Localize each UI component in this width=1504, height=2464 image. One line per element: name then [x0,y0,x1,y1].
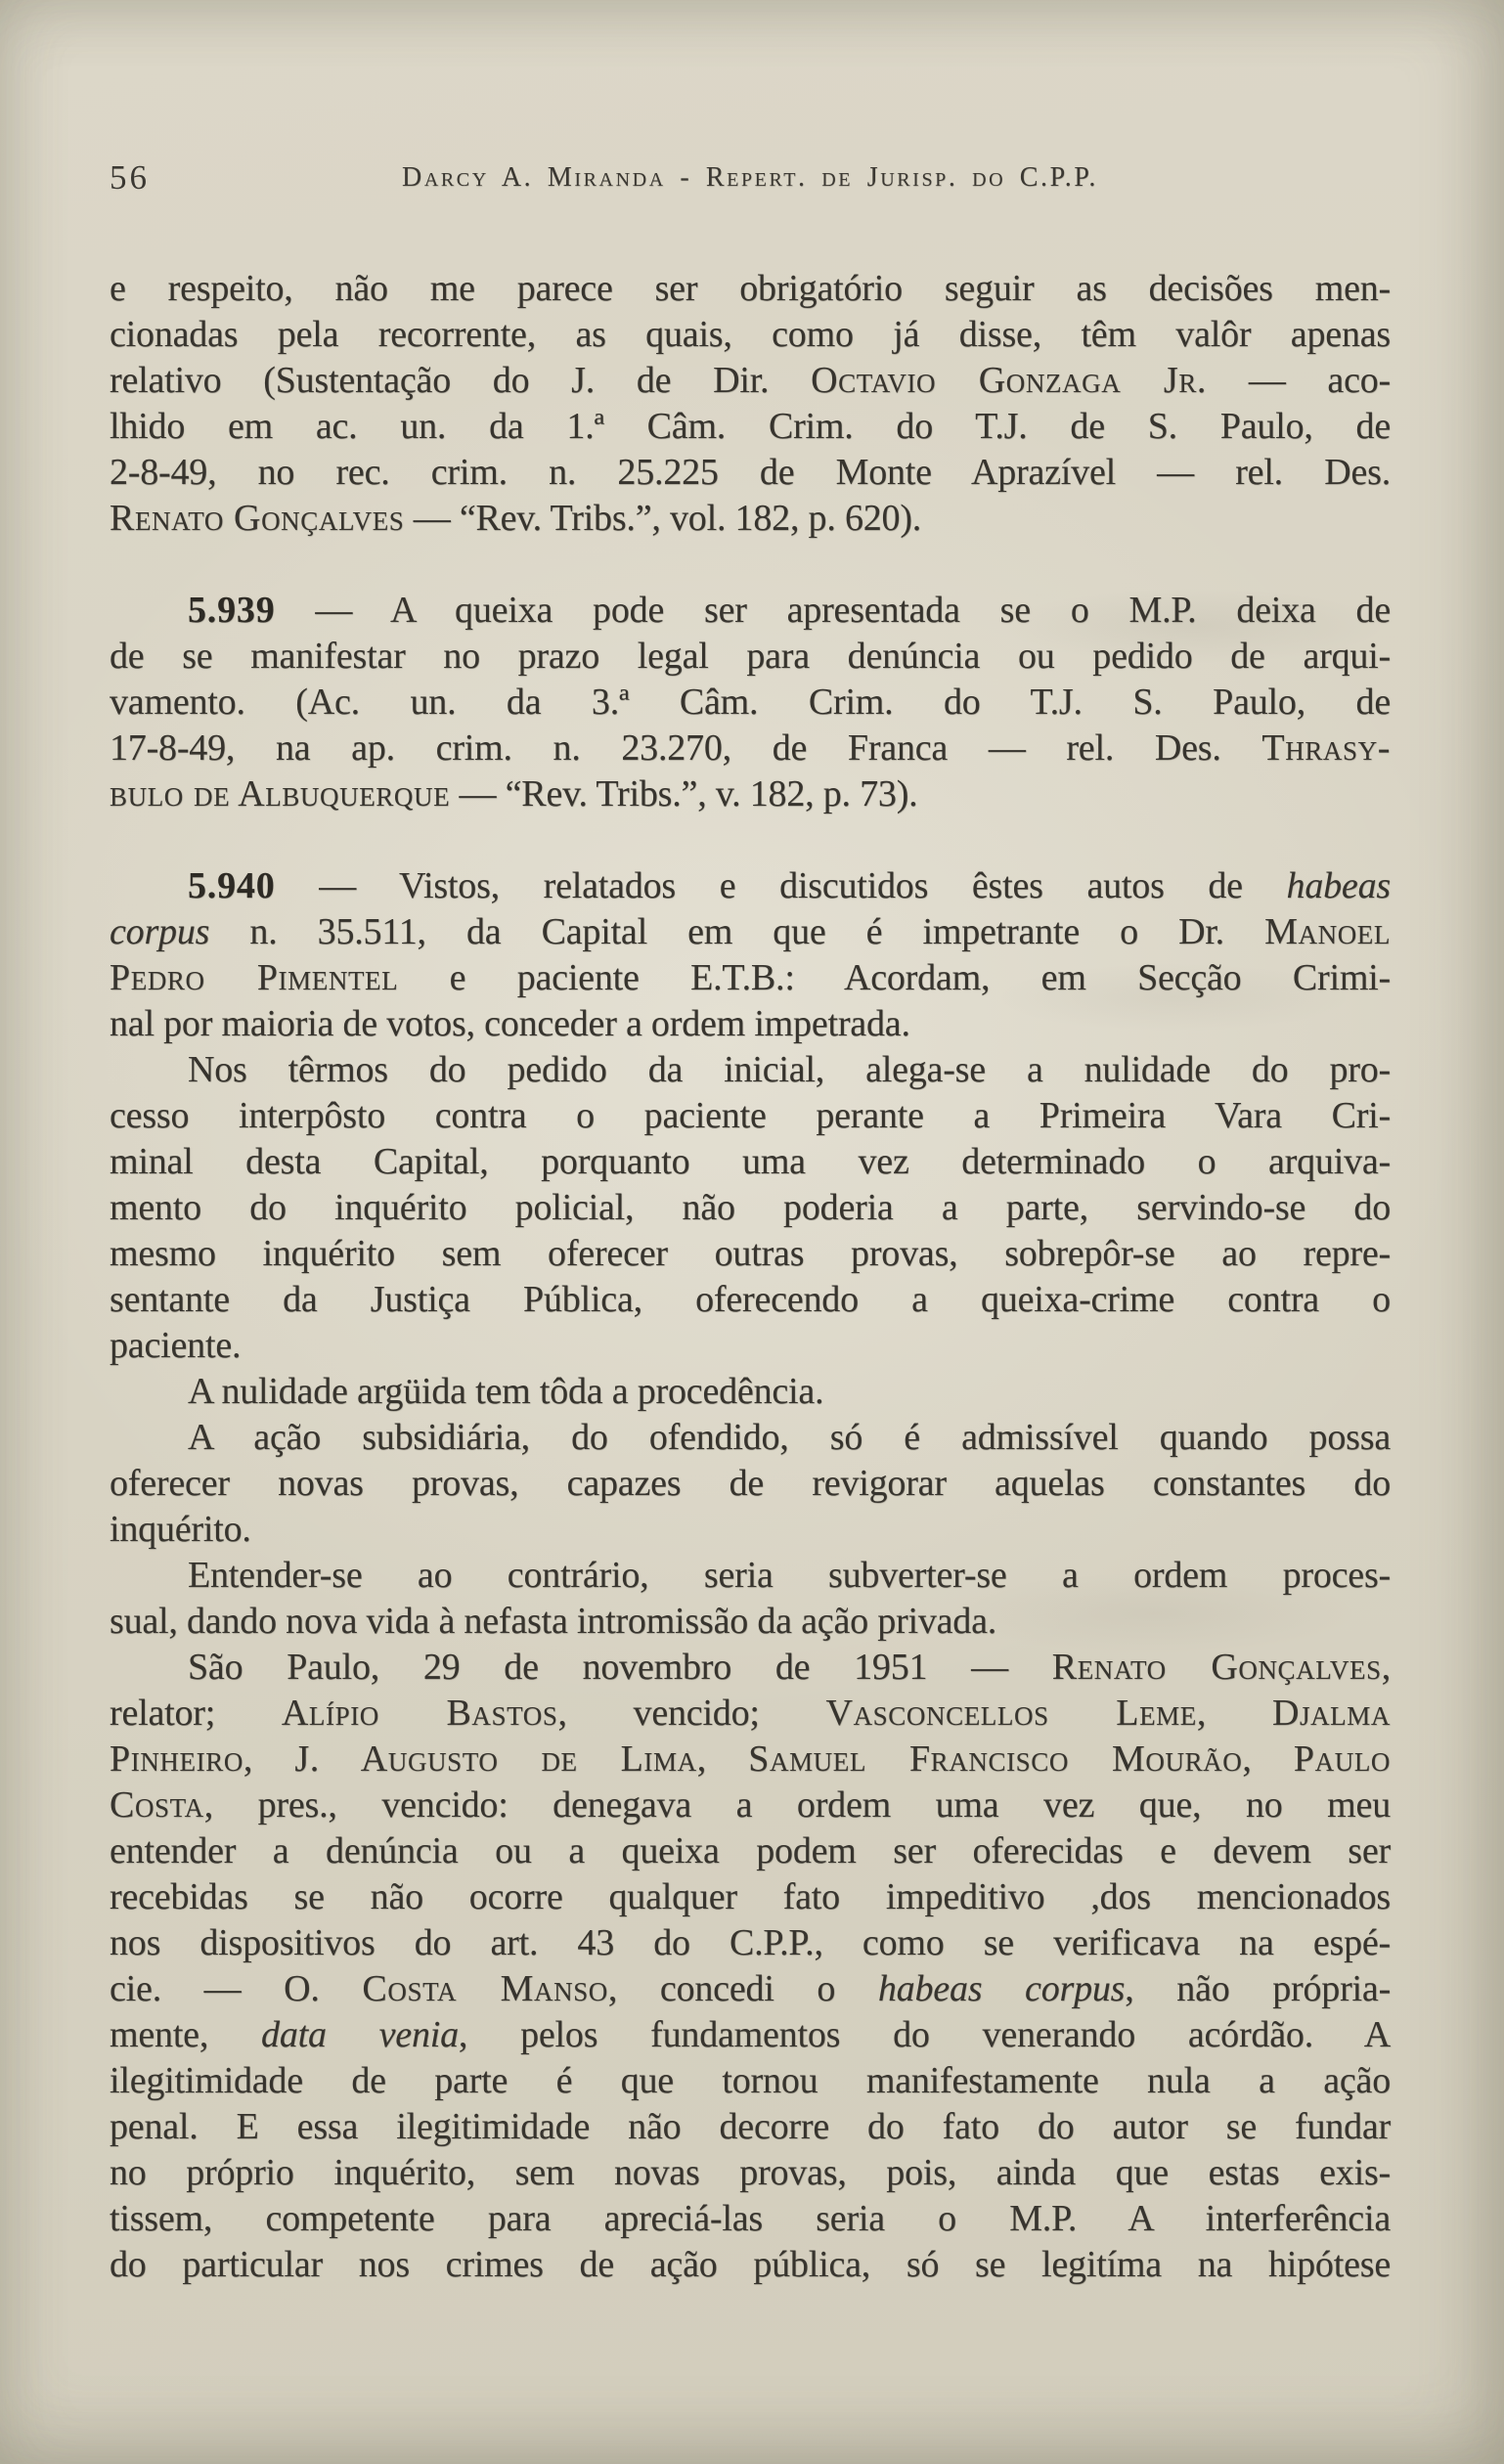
person-name: Djalma [1271,1693,1391,1734]
text-segment: do particular nos crimes de ação pública, só se legitíma na hipótese [110,2244,1391,2285]
italic-term: habeas [1286,865,1391,906]
text-line [110,1645,1391,1691]
text-segment: oferecer novas provas, capazes de revigorar aquelas constantes do [110,1463,1391,1504]
page-text [110,266,1391,2288]
text-segment: , [243,1738,295,1780]
text-segment: — A queixa pode ser apresentada se o M.P. deixa de [275,590,1391,631]
text-line [110,496,1391,542]
text-segment: — “Rev. Tribs.”, v. 182, p. 73). [450,773,918,814]
text-line [110,1507,1391,1553]
text-segment: nos dispositivos do art. 43 do C.P.P., como se verificava na espé- [110,1922,1391,1963]
entry-5940 [110,863,1391,1047]
text-segment: sentante da Justiça Pública, oferecendo a queixa-crime contra o [110,1279,1391,1320]
text-line [110,2242,1391,2288]
paragraph [110,1553,1391,1645]
text-line [110,358,1391,404]
text-segment: Nos têrmos do pedido da inicial, alega-se a nulidade do pro- [188,1049,1391,1090]
text-segment: , [1196,1693,1272,1734]
text-segment: e respeito, não me parece ser obrigatório seguir as decisões men- [110,268,1391,309]
text-line [110,1920,1391,1966]
text-line [110,2104,1391,2150]
person-name: Renato Gonçalves [110,498,405,539]
text-segment: — “Rev. Tribs.”, vol. 182, p. 620). [404,498,922,539]
person-name: bulo de Albuquerque [110,773,451,814]
text-segment: vamento. (Ac. un. da 3.ª Câm. Crim. do T.J. S. Paulo, de [110,682,1391,723]
text-line [110,1001,1391,1047]
text-line [110,588,1391,634]
text-segment: nal por maioria de votos, conceder a ordem impetrada. [110,1003,910,1044]
person-name: J. Augusto de Lima [294,1738,697,1780]
text-segment: , vencido; [557,1693,826,1734]
text-segment: relativo (Sustentação do J. de Dir. [110,360,812,401]
person-name: Paulo [1293,1738,1392,1780]
person-name: Samuel Francisco Mourão [748,1738,1243,1780]
text-line [110,1185,1391,1231]
text-segment: mesmo inquérito sem oferecer outras provas, sobrepôr-se ao repre- [110,1233,1391,1274]
text-segment: lhido em ac. un. da 1.ª Câm. Crim. do T.J. de S. Paulo, de [110,406,1391,447]
text-line [110,1369,1391,1415]
text-line [110,1277,1391,1323]
entry-number: 5.940 [188,865,276,906]
text-line [110,1093,1391,1139]
text-line [110,726,1391,771]
text-segment: entender a denúncia ou a queixa podem ser oferecidas e devem ser [110,1830,1391,1871]
text-segment: no próprio inquérito, sem novas provas, pois, ainda que estas exis- [110,2152,1391,2193]
person-name: Thrasy- [1261,727,1391,769]
paragraph [110,1369,1391,1415]
text-segment: 2-8-49, no rec. crim. n. 25.225 de Monte Aprazível — rel. Des. [110,452,1391,493]
text-segment: minal desta Capital, porquanto uma vez determinado o arquiva- [110,1141,1391,1182]
text-segment: , pres., vencido: denegava a ordem uma vez que, no meu [203,1784,1391,1826]
text-line [110,1737,1391,1782]
text-segment: , concedi o [607,1968,878,2009]
text-segment: penal. E essa ilegitimidade não decorre do fato do autor se fundar [110,2106,1391,2147]
text-segment: inquérito. [110,1509,251,1550]
text-segment: A nulidade argüida tem tôda a procedência. [188,1371,824,1412]
person-name: Alípio Bastos [281,1693,558,1734]
text-segment: tissem, competente para apreciá-las seria o M.P. A interferência [110,2198,1391,2239]
text-line [110,1691,1391,1737]
text-line [110,2196,1391,2242]
text-segment: , [1381,1647,1392,1688]
paragraph-decision [110,1645,1391,2288]
text-line [110,2150,1391,2196]
text-line [110,1139,1391,1185]
person-name: Pedro Pimentel [110,957,399,998]
paragraph [110,1415,1391,1553]
text-segment: cie. — O. [110,1968,363,2009]
entry-5939 [110,588,1391,817]
italic-term: data venia [261,2014,459,2055]
text-segment: 17-8-49, na ap. crim. n. 23.270, de Franca — rel. Des. [110,727,1262,769]
italic-term: corpus [110,911,210,952]
paragraph [110,1047,1391,1369]
text-segment: , pelos fundamentos do venerando acórdão. A [458,2014,1391,2055]
text-segment: São Paulo, 29 de novembro de 1951 — [188,1647,1052,1688]
text-line [110,634,1391,680]
text-line [110,404,1391,450]
person-name: Pinheiro [110,1738,243,1780]
text-segment: mente, [110,2014,262,2055]
text-segment: relator; [110,1693,282,1734]
text-line [110,680,1391,726]
text-segment: cesso interpôsto contra o paciente perante a Primeira Vara Cri- [110,1095,1391,1136]
text-line [110,1323,1391,1369]
text-line [110,1553,1391,1599]
text-line [110,863,1391,909]
text-segment: e paciente E.T.B.: Acordam, em Secção Crimi- [398,957,1391,998]
text-segment: , [1242,1738,1294,1780]
text-line [110,1047,1391,1093]
text-segment: de se manifestar no prazo legal para denúncia ou pedido de arqui- [110,636,1391,677]
person-name: Vasconcellos Leme [825,1693,1197,1734]
person-name: Costa [110,1784,204,1826]
running-head [110,156,1391,199]
person-name: Octavio Gonzaga Jr. [811,360,1208,401]
text-line [110,2058,1391,2104]
text-line [110,955,1391,1001]
text-segment: ilegitimidade de parte é que tornou manifestamente nula a ação [110,2060,1391,2101]
text-segment: A ação subsidiária, do ofendido, só é admissível quando possa [188,1417,1391,1458]
text-segment: , [696,1738,749,1780]
person-name: Manoel [1264,911,1391,952]
text-segment: n. 35.511, da Capital em que é impetrante o Dr. [209,911,1265,952]
text-line [110,1874,1391,1920]
text-segment: Entender-se ao contrário, seria subverter-se a ordem proces- [188,1555,1391,1596]
text-segment: recebidas se não ocorre qualquer fato impeditivo ,dos mencionados [110,1876,1391,1917]
text-line [110,450,1391,496]
text-line [110,1782,1391,1828]
text-line [110,909,1391,955]
text-segment: sual, dando nova vida à nefasta intromissão da ação privada. [110,1601,997,1642]
text-segment: — Vistos, relatados e discutidos êstes autos de [275,865,1287,906]
page-number: 56 [110,158,150,197]
text-segment: paciente. [110,1325,242,1366]
text-line [110,266,1391,312]
text-line [110,312,1391,358]
person-name: Renato Gonçalves [1051,1647,1382,1688]
italic-term: habeas corpus [877,1968,1126,2009]
paragraph-continuation [110,266,1391,542]
text-line [110,1461,1391,1507]
text-line [110,1828,1391,1874]
text-line [110,771,1391,817]
text-line [110,1599,1391,1645]
text-segment: cionadas pela recorrente, as quais, como já disse, têm valôr apenas [110,314,1391,355]
entry-number: 5.939 [188,590,276,631]
text-line [110,1231,1391,1277]
text-segment: — aco- [1207,360,1391,401]
text-segment: mento do inquérito policial, não poderia a parte, servindo-se do [110,1187,1391,1228]
running-title: Darcy A. Miranda - Repert. de Jurisp. do C.P.P. [402,162,1098,193]
text-segment: , não própria- [1125,1968,1392,2009]
person-name: Costa Manso [362,1968,608,2009]
text-line [110,1966,1391,2012]
text-line [110,1415,1391,1461]
text-line [110,2012,1391,2058]
